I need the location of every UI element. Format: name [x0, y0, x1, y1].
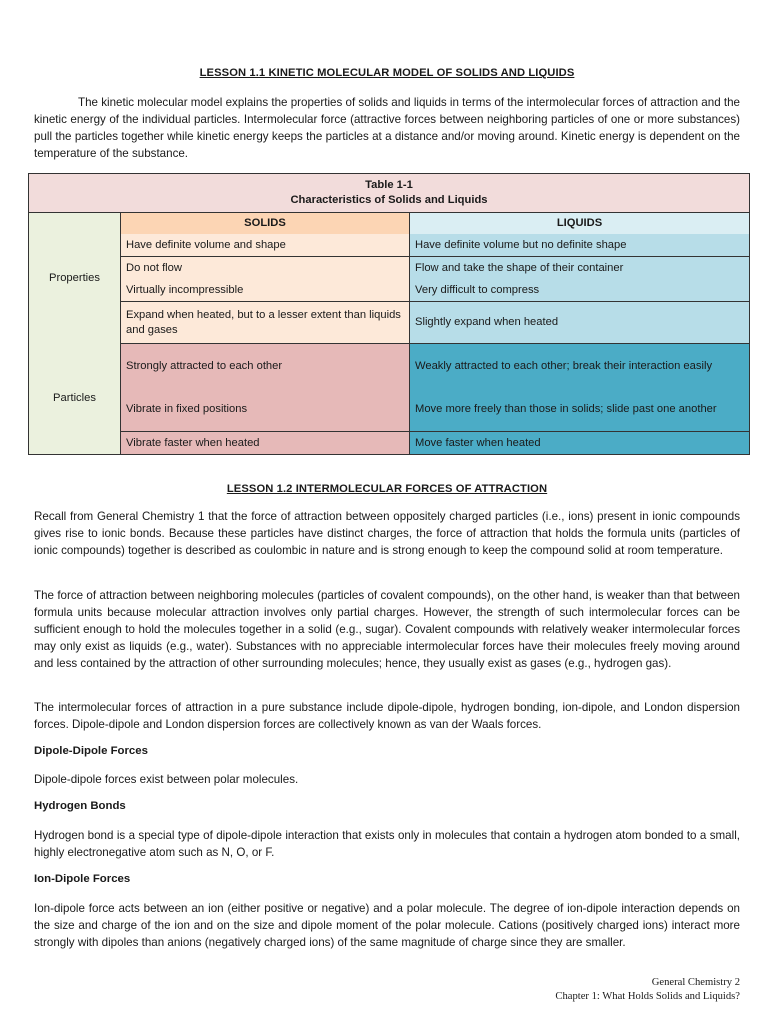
liquid-cell-6: Move more freely than those in solids; slide past one another	[410, 388, 749, 431]
solid-cell-4: Expand when heated, but to a lesser extent than liquids and gases	[121, 302, 409, 343]
lesson-1-1-intro: The kinetic molecular model explains the properties of solids and liquids in terms of the intermolecular forces of attraction and the kinetic energy of the individual particles. Intermolecular force (attractive forces between neighboring particles of one or more substances) pull the particles together while kinetic energy keeps the particles at a distance and/or moving around. Kinetic energy is dependent on the temperature of the substance.	[34, 96, 740, 160]
lesson-1-2-paragraph-3: The intermolecular forces of attraction in a pure substance include dipole-dipole, hydrogen bonding, ion-dipole, and London dispersion forces. Dipole-dipole and London dispersion forces are collectively known as van der Waals forces.	[34, 701, 740, 731]
liquid-cell-5: Weakly attracted to each other; break their interaction easily	[410, 344, 749, 388]
liquid-cell-4: Slightly expand when heated	[410, 302, 749, 343]
liquid-cell-2: Flow and take the shape of their container	[410, 257, 749, 279]
ion-dipole-text: Ion-dipole force acts between an ion (either positive or negative) and a polar molecule. The degree of ion-dipole interaction depends on the size and charge of the ion and on the size and dipole moment of the polar molecule. Cations (positively charged ions) interact more strongly with dipoles than anions (negatively charged ions) of the same magnitude of charge since they are smaller.	[34, 902, 740, 949]
lesson-1-2-paragraph-2: The force of attraction between neighboring molecules (particles of covalent compounds), on the other hand, is weaker than that between formula units because molecular attraction involves only partial charges. However, the strength of such intermolecular forces can be sufficient enough to hold the molecules together in a solid (e.g., sugar). Covalent compounds with relatively weaker intermolecular forces may only exist as liquids (e.g., water). Substances with no appreciable intermolecular forces have their molecules freely moving around and less contained by the attraction of other surrounding molecules; hence, they usually exist as gases (e.g., hydrogen gas).	[34, 589, 740, 670]
table-divider	[121, 301, 749, 302]
dipole-dipole-text: Dipole-dipole forces exist between polar molecules.	[34, 773, 299, 786]
column-header-liquids: LIQUIDS	[410, 213, 749, 234]
table-divider	[121, 343, 749, 344]
solid-cell-3: Virtually incompressible	[121, 279, 409, 301]
liquid-cell-3: Very difficult to compress	[410, 279, 749, 301]
table-title: Characteristics of Solids and Liquids	[290, 194, 488, 206]
table-divider	[121, 431, 749, 432]
hydrogen-bonds-heading: Hydrogen Bonds	[34, 800, 126, 812]
liquid-cell-7: Move faster when heated	[410, 432, 749, 454]
characteristics-table	[28, 173, 750, 455]
solid-cell-2: Do not flow	[121, 257, 409, 279]
page-footer	[555, 976, 740, 1004]
liquid-cell-1: Have definite volume but no definite shape	[410, 234, 749, 256]
table-divider	[121, 256, 749, 257]
table-divider	[409, 213, 410, 454]
solid-cell-7: Vibrate faster when heated	[121, 432, 409, 454]
solid-cell-1: Have definite volume and shape	[121, 234, 409, 256]
ion-dipole-heading: Ion-Dipole Forces	[34, 873, 131, 885]
lesson-1-2-title: LESSON 1.2 INTERMOLECULAR FORCES OF ATTRACTION	[226, 483, 548, 495]
solid-cell-6: Vibrate in fixed positions	[121, 388, 409, 431]
column-header-solids: SOLIDS	[121, 213, 409, 234]
hydrogen-bonds-text: Hydrogen bond is a special type of dipole-dipole interaction that exists only in molecules that contain a hydrogen atom bonded to a small, highly electronegative atom such as N, O, or F.	[34, 829, 740, 859]
lesson-1-2-paragraph-1: Recall from General Chemistry 1 that the force of attraction between oppositely charged particles (i.e., ions) present in ionic compounds gives rise to ionic bonds. Because these particles have distinct charges, the force of attraction that holds the formula units (particles of ionic compounds) together is described as coulombic in nature and is strong enough to keep the compound solid at room temperature.	[34, 510, 740, 557]
row-header-particles: Particles	[29, 343, 120, 454]
footer-course: General Chemistry 2	[651, 977, 740, 988]
table-caption	[29, 174, 749, 213]
lesson-1-1-title: LESSON 1.1 KINETIC MOLECULAR MODEL OF SOLIDS AND LIQUIDS	[199, 67, 575, 79]
table-divider	[120, 213, 121, 454]
row-header-properties: Properties	[29, 213, 120, 343]
solid-cell-5: Strongly attracted to each other	[121, 344, 409, 388]
footer-chapter: Chapter 1: What Holds Solids and Liquids?	[555, 991, 740, 1002]
table-label: Table 1-1	[365, 179, 413, 191]
dipole-dipole-heading: Dipole-Dipole Forces	[34, 745, 148, 757]
